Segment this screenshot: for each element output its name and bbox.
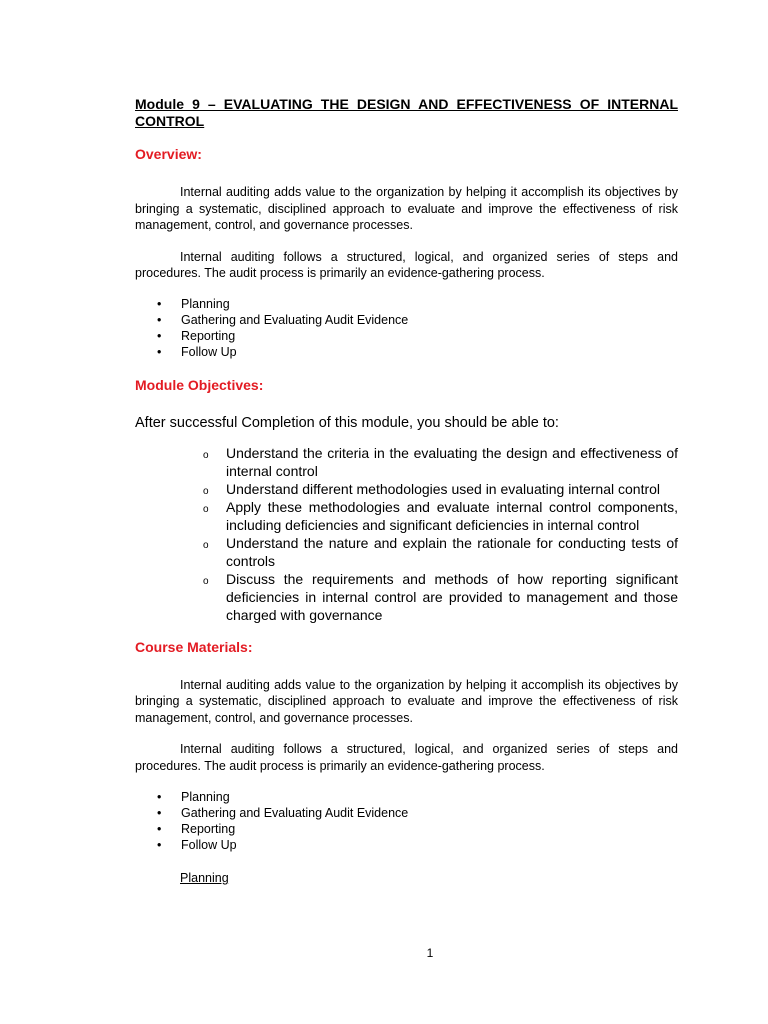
bullet-icon: •: [157, 344, 162, 359]
list-item: • Reporting: [157, 822, 236, 836]
list-item: • Planning: [157, 790, 230, 804]
overview-bullet-list: [135, 296, 678, 360]
list-item: o Apply these methodologies and evaluate internal control components, including deficiencies and significant deficiencies in internal control: [203, 498, 678, 533]
bullet-icon: •: [157, 806, 162, 820]
module-title: Module 9 – EVALUATING THE DESIGN AND EFFECTIVENESS OF INTERNAL CONTROL: [135, 96, 678, 129]
objectives-lead: After successful Completion of this module, you should be able to:: [135, 414, 559, 431]
bullet-icon: •: [157, 296, 162, 311]
bullet-icon: •: [157, 790, 162, 804]
list-item: o Understand the nature and explain the rationale for conducting tests of controls: [203, 534, 678, 569]
list-item: • Follow Up: [157, 344, 237, 359]
list-item: o Understand different methodologies used in evaluating internal control: [135, 480, 678, 498]
list-item: • Gathering and Evaluating Audit Evidence: [157, 312, 409, 327]
overview-paragraph-2: Internal auditing follows a structured, logical, and organized series of steps and procedures. The audit process is primarily an evidence-gathering process.: [135, 249, 678, 280]
list-item: • Follow Up: [157, 838, 237, 852]
list-item: • Reporting: [157, 328, 236, 343]
circle-bullet-icon: o: [203, 485, 209, 497]
document-page: [135, 96, 678, 886]
circle-bullet-icon: o: [203, 503, 209, 515]
list-item: o Discuss the requirements and methods of how reporting significant deficiencies in internal control are provided to management and those charged with governance: [203, 570, 678, 623]
materials-bullet-list: [135, 789, 678, 853]
bullet-icon: •: [157, 328, 162, 343]
materials-paragraph-2: Internal auditing follows a structured, logical, and organized series of steps and procedures. The audit process is primarily an evidence-gathering process.: [135, 742, 678, 773]
circle-bullet-icon: o: [203, 449, 209, 461]
objectives-list: [135, 444, 678, 624]
materials-heading: Course Materials:: [135, 638, 253, 655]
bullet-icon: •: [157, 822, 162, 836]
objectives-heading: Module Objectives:: [135, 376, 264, 393]
list-item: o Understand the criteria in the evaluating the design and effectiveness of internal control: [203, 444, 678, 479]
list-item: • Planning: [157, 296, 230, 311]
overview-heading: Overview:: [135, 146, 202, 162]
circle-bullet-icon: o: [203, 575, 209, 587]
list-item: • Gathering and Evaluating Audit Evidence: [157, 806, 409, 820]
bullet-icon: •: [157, 312, 162, 327]
materials-paragraph-1: Internal auditing adds value to the organization by helping it accomplish its objectives by bringing a systematic, disciplined approach to evaluate and improve the effectiveness of risk management, control, and governance processes.: [135, 677, 678, 725]
circle-bullet-icon: o: [203, 539, 209, 551]
bullet-icon: •: [157, 838, 162, 852]
overview-paragraph-1: Internal auditing adds value to the organization by helping it accomplish its objectives by bringing a systematic, disciplined approach to evaluate and improve the effectiveness of risk management, control, and governance processes.: [135, 185, 678, 232]
page-number: 1: [426, 946, 434, 960]
planning-subheading: Planning: [180, 871, 229, 885]
